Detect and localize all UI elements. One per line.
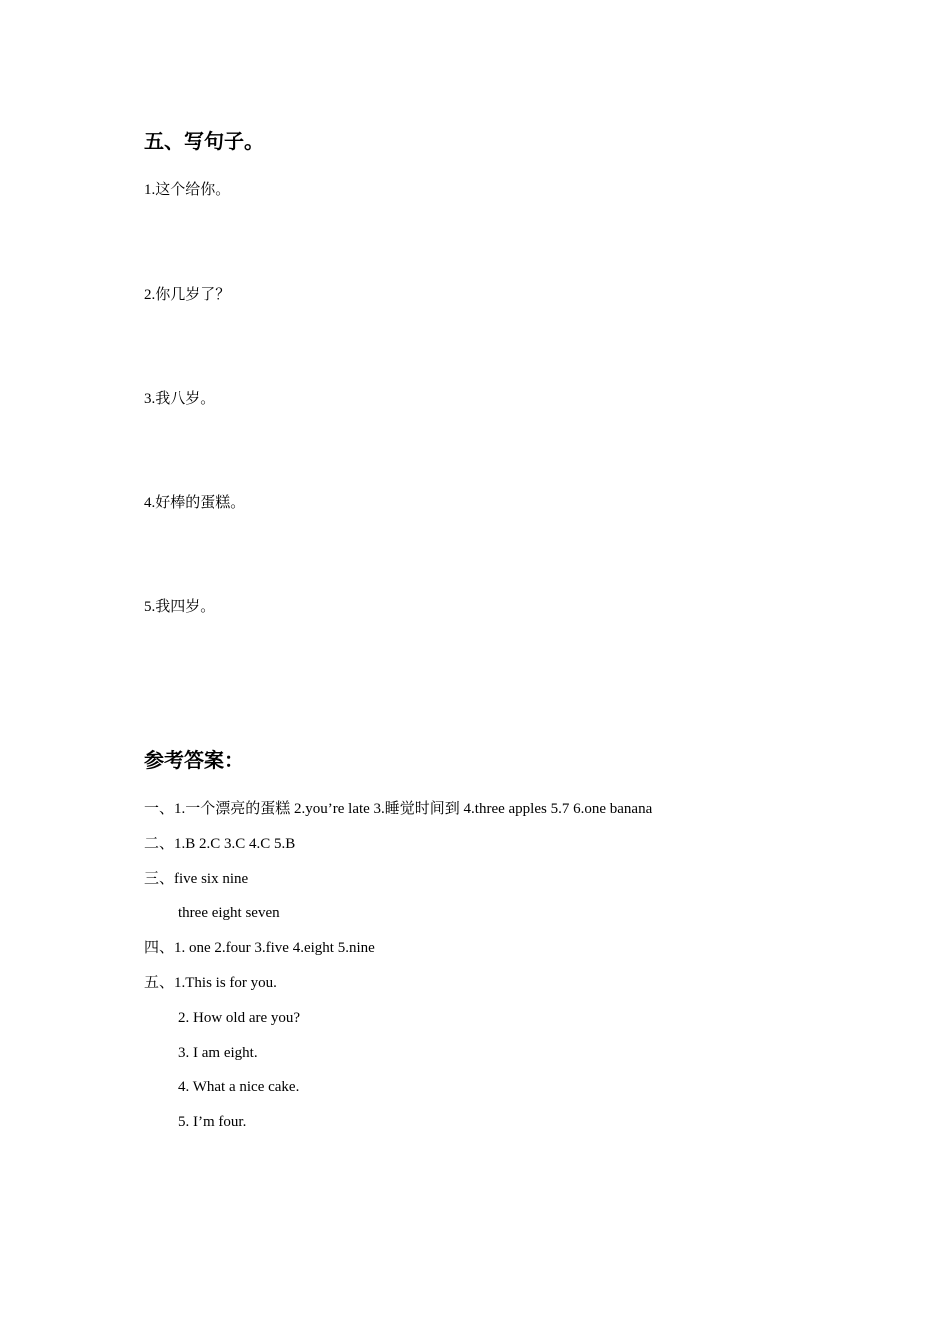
answer-part-3-line-1: 三、five six nine bbox=[144, 871, 249, 887]
answer-part-3-line-2: three eight seven bbox=[178, 905, 280, 921]
answer-part-5-line-3: 3. I am eight. bbox=[178, 1045, 258, 1061]
section-heading: 五、写句子。 bbox=[144, 129, 264, 153]
question-3: 3.我八岁。 bbox=[144, 391, 216, 407]
answer-part-5-line-2: 2. How old are you? bbox=[178, 1010, 301, 1026]
answer-part-5-line-4: 4. What a nice cake. bbox=[178, 1079, 300, 1095]
question-4: 4.好棒的蛋糕。 bbox=[144, 495, 246, 511]
answer-part-2: 二、1.B 2.C 3.C 4.C 5.B bbox=[144, 836, 296, 852]
question-5: 5.我四岁。 bbox=[144, 599, 216, 615]
answer-part-5-line-5: 5. I’m four. bbox=[178, 1114, 247, 1130]
question-1: 1.这个给你。 bbox=[144, 182, 231, 198]
answers-heading: 参考答案： bbox=[144, 748, 244, 772]
answer-part-1: 一、1.一个漂亮的蛋糕 2.you’re late 3.睡觉时间到 4.three apples 5.7 6.one banana bbox=[144, 801, 653, 817]
question-2: 2.你几岁了？ bbox=[144, 287, 231, 303]
answer-part-5-line-1: 五、1.This is for you. bbox=[144, 975, 277, 991]
answer-part-4: 四、1. one 2.four 3.five 4.eight 5.nine bbox=[144, 940, 375, 956]
